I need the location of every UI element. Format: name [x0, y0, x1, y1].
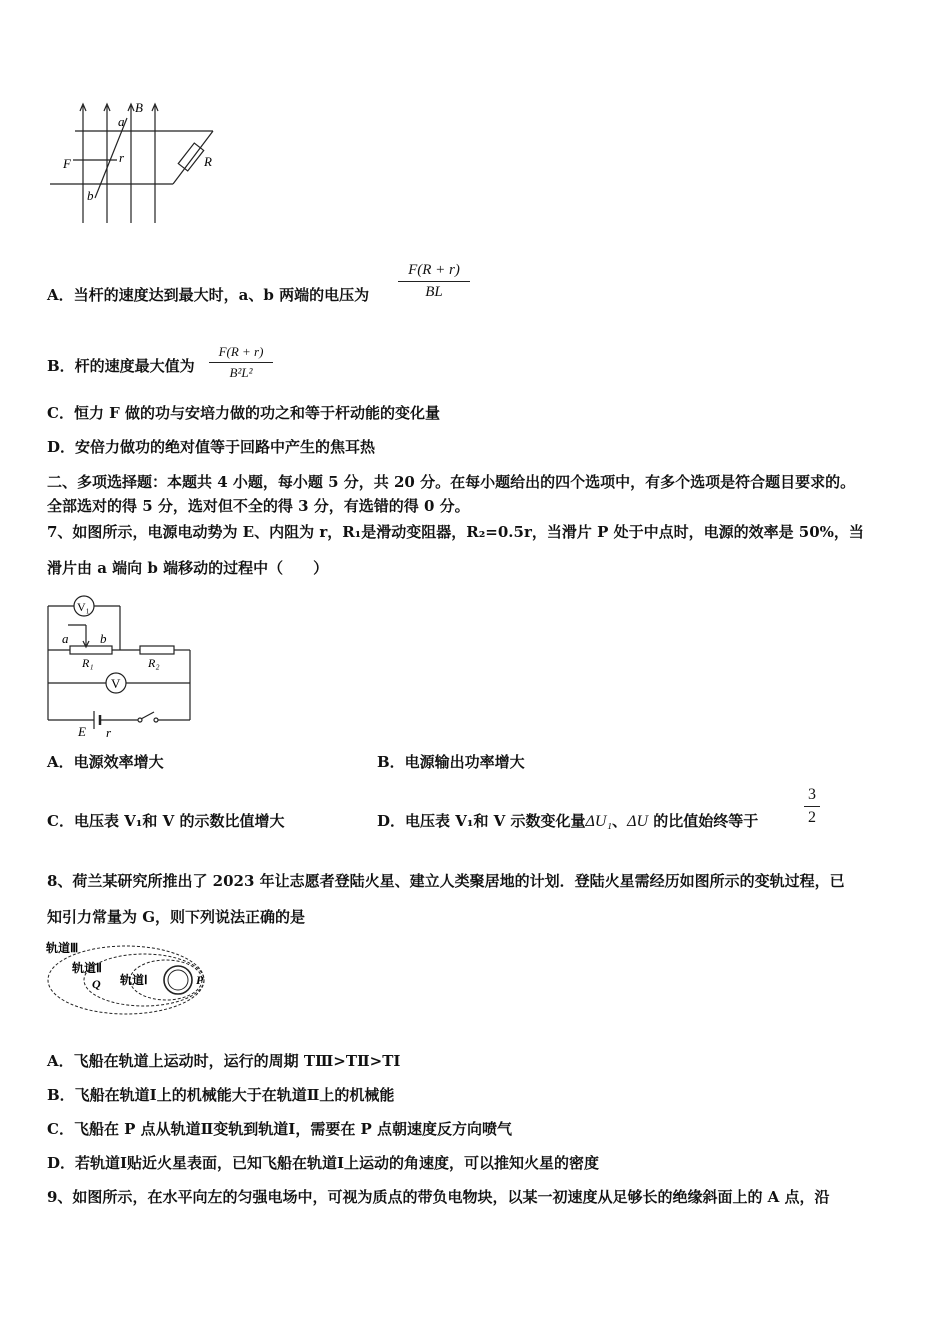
q6-option-d[interactable]: D．安倍力做功的绝对值等于回路中产生的焦耳热	[47, 438, 376, 456]
label-orbit3: 轨道Ⅲ	[46, 941, 79, 955]
label-r: r	[119, 150, 125, 165]
label-r2: R₂	[148, 656, 160, 670]
label-b: b	[100, 631, 107, 646]
label-R: R	[204, 154, 212, 169]
q9-stem-line1: 9、如图所示，在水平向左的匀强电场中，可视为质点的带负电物块，以某一初速度从足够长的绝缘斜面上的 A 点，沿	[47, 1188, 830, 1206]
label-b: b	[87, 188, 94, 203]
label-a: a	[118, 114, 125, 129]
label-B: B	[135, 100, 143, 115]
figure-orbits	[44, 936, 214, 1026]
label-v1: V₁	[77, 600, 90, 614]
q7-option-c[interactable]: C．电压表 V₁和 V 的示数比值增大	[47, 812, 285, 830]
q8-stem-line1: 8、荷兰某研究所推出了 2023 年让志愿者登陆火星、建立人类聚居地的计划．登陆火星需经历如图所示的变轨过程，已	[47, 872, 845, 890]
label-F: F	[63, 156, 71, 171]
figure-magnetic-rails	[45, 98, 225, 228]
section-2-subheading: 全部选对的得 5 分，选对但不全的得 3 分，有选错的得 0 分。	[47, 497, 470, 515]
q7-stem-line2: 滑片由 a 端向 b 端移动的过程中（ ）	[47, 559, 329, 577]
q6-option-a-fraction: F(R + r) BL	[398, 262, 470, 301]
q6-option-b[interactable]: B．杆的速度最大值为	[47, 357, 195, 375]
label-r1: R₁	[82, 656, 94, 670]
q6-option-b-fraction: F(R + r) B²L²	[209, 344, 273, 381]
label-v: V	[111, 676, 121, 691]
q7-stem-line1: 7、如图所示，电源电动势为 E、内阻为 r，R₁是滑动变阻器，R₂=0.5r，当滑片 P 处于中点时，电源的效率是 50%，当	[47, 523, 864, 541]
label-a: a	[62, 631, 69, 646]
q8-option-b[interactable]: B．飞船在轨道Ⅰ上的机械能大于在轨道Ⅱ上的机械能	[47, 1086, 395, 1104]
figure-circuit	[40, 590, 200, 740]
q6-option-a[interactable]: A．当杆的速度达到最大时，a、b 两端的电压为	[47, 286, 370, 304]
q7-option-b[interactable]: B．电源输出功率增大	[377, 753, 525, 771]
section-2-heading: 二、多项选择题：本题共 4 小题，每小题 5 分，共 20 分。在每小题给出的四个选项中，有多个选项是符合题目要求的。	[47, 473, 856, 491]
label-r: r	[106, 725, 112, 740]
q7-option-d-fraction: 3 2	[804, 786, 820, 827]
q6-option-c[interactable]: C．恒力 F 做的功与安培力做的功之和等于杆动能的变化量	[47, 404, 441, 422]
label-orbit2: 轨道Ⅱ	[72, 961, 102, 975]
q8-option-c[interactable]: C．飞船在 P 点从轨道Ⅱ变轨到轨道Ⅰ，需要在 P 点朝速度反方向喷气	[47, 1120, 513, 1138]
label-q: Q	[92, 977, 101, 991]
label-e: E	[78, 724, 86, 739]
q7-option-a[interactable]: A．电源效率增大	[47, 753, 164, 771]
label-p: P	[196, 973, 204, 987]
q7-option-d[interactable]: D．电压表 V₁和 V 示数变化量ΔU₁、ΔU 的比值始终等于	[377, 812, 759, 830]
q8-option-a[interactable]: A．飞船在轨道上运动时，运行的周期 TⅢ>TⅡ>TⅠ	[47, 1052, 401, 1070]
label-orbit1: 轨道Ⅰ	[120, 973, 148, 987]
q8-option-d[interactable]: D．若轨道Ⅰ贴近火星表面，已知飞船在轨道Ⅰ上运动的角速度，可以推知火星的密度	[47, 1154, 600, 1172]
q8-stem-line2: 知引力常量为 G，则下列说法正确的是	[47, 908, 306, 926]
